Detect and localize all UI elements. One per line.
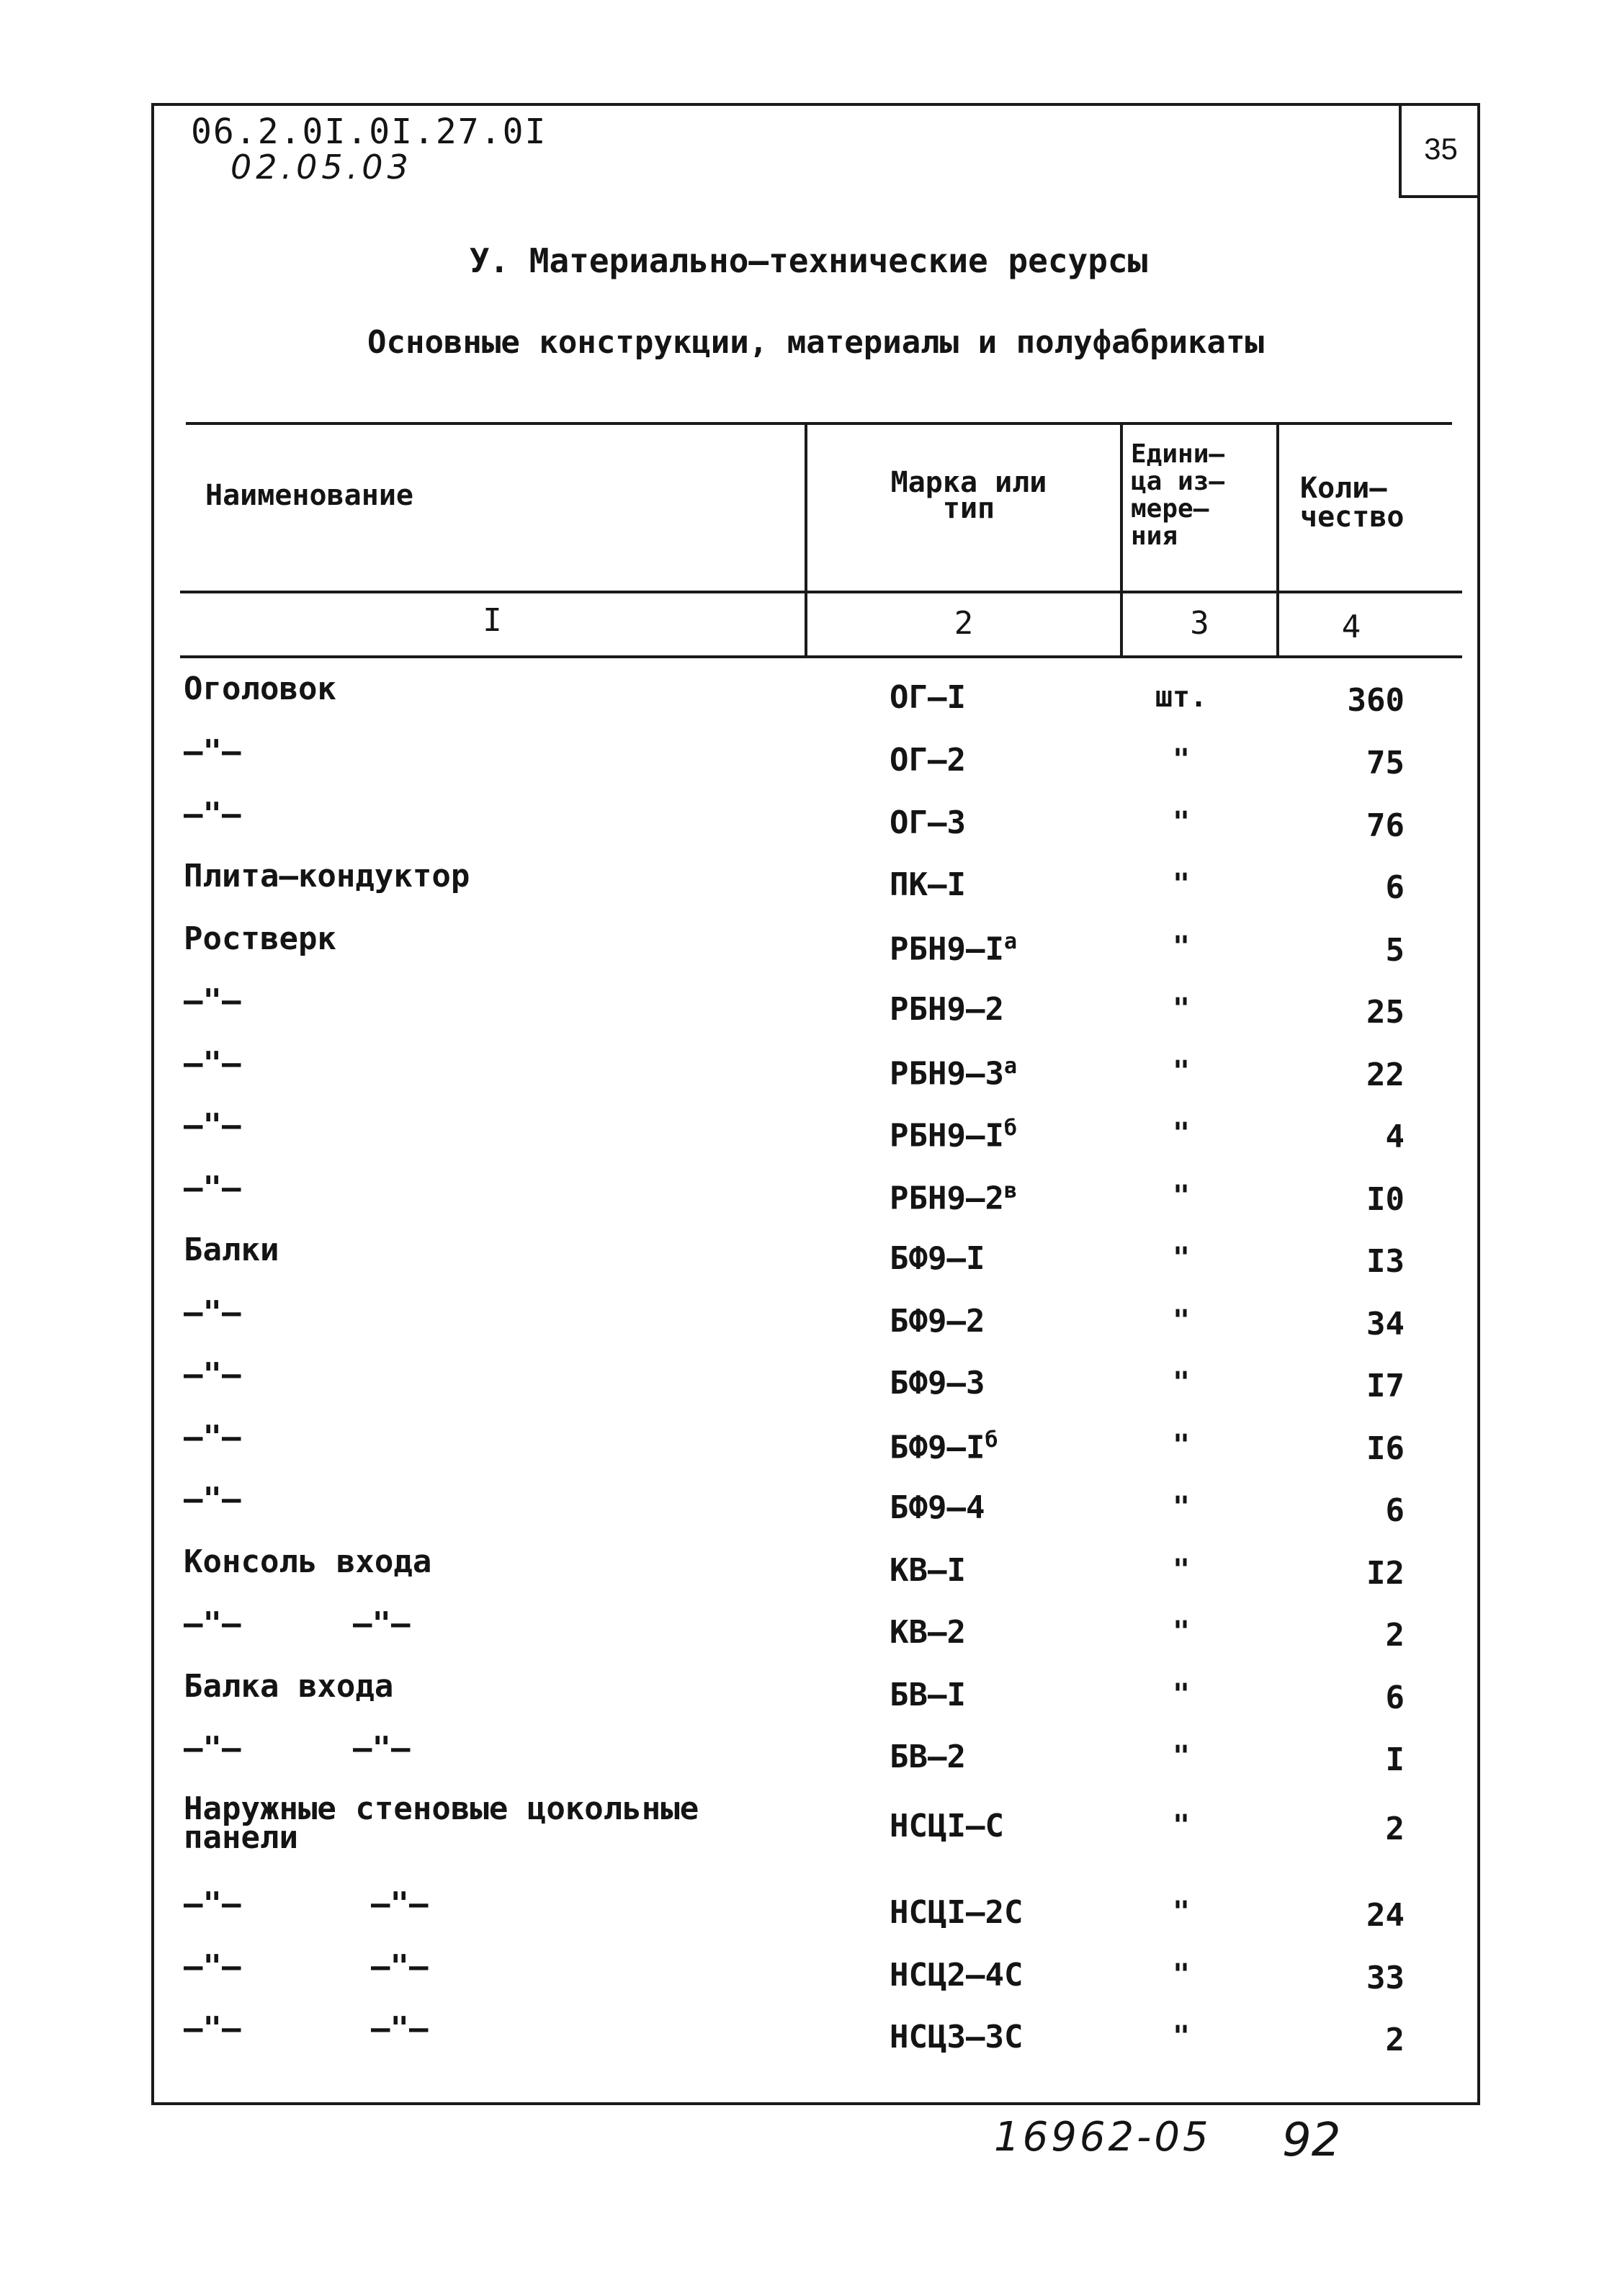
row-mark-text: КВ–2: [890, 1614, 966, 1651]
row-mark-text: БФ9–3: [890, 1365, 985, 1402]
row-mark: [890, 2019, 1023, 2055]
row-quantity: I: [1385, 1741, 1405, 1778]
row-mark-text: БВ–2: [890, 1739, 966, 1775]
row-quantity: I7: [1366, 1368, 1405, 1404]
col-header-mark-line: тип: [942, 492, 995, 525]
row-quantity: 22: [1366, 1057, 1405, 1093]
row-mark: [890, 804, 966, 841]
row-mark: [890, 1614, 966, 1651]
row-quantity: 4: [1385, 1118, 1405, 1155]
row-mark-text: КВ–I: [890, 1552, 966, 1589]
col-header-unit: [1131, 441, 1224, 550]
row-unit: ": [1172, 2020, 1191, 2053]
row-unit: ": [1172, 868, 1191, 901]
table-header-rule: [180, 591, 1462, 593]
row-mark-superscript: б: [1003, 1116, 1018, 1141]
row-quantity: 6: [1385, 1492, 1405, 1529]
row-name-cont: –"–: [371, 2010, 429, 2047]
row-quantity: 34: [1366, 1306, 1405, 1342]
row-mark-text: БФ9–2: [890, 1303, 985, 1340]
row-name: –"–: [184, 1045, 241, 1082]
row-mark: [890, 1894, 1023, 1931]
row-name: Оголовок: [184, 671, 336, 707]
row-quantity: 2: [1385, 1617, 1405, 1654]
row-mark-text: РБН9–I: [890, 1117, 1004, 1154]
col-header-unit-line: мере–: [1131, 494, 1209, 524]
row-mark-text: ОГ–3: [890, 804, 966, 841]
row-quantity: 33: [1366, 1960, 1405, 1996]
row-mark-text: ОГ–I: [890, 679, 966, 716]
section-subtitle: Основные конструкции, материалы и полуфабрикаты: [367, 324, 1265, 361]
row-mark: [890, 929, 1017, 968]
row-mark: [890, 1303, 985, 1340]
row-quantity: I0: [1366, 1181, 1405, 1218]
row-mark-text: РБН9–3: [890, 1055, 1004, 1093]
row-mark: [890, 1489, 985, 1526]
row-mark: [890, 1739, 966, 1775]
row-mark: [890, 1677, 966, 1713]
row-name: –"–: [184, 2010, 241, 2047]
col-header-mark-line: Марка или: [890, 466, 1047, 499]
row-name: Балка входа: [184, 1668, 394, 1705]
row-mark: [890, 1365, 985, 1402]
row-unit: ": [1172, 1055, 1191, 1088]
col-number-3: 3: [1190, 605, 1209, 642]
row-name: Плита–кондуктор: [184, 858, 470, 894]
row-unit: ": [1172, 1553, 1191, 1587]
row-unit: ": [1172, 1958, 1191, 1991]
row-mark-text: РБН9–2: [890, 991, 1004, 1028]
row-unit: ": [1172, 1740, 1191, 1773]
col-header-qty-line: чество: [1300, 501, 1405, 534]
row-unit: ": [1172, 930, 1191, 964]
page-number: 35: [1399, 103, 1480, 198]
row-mark-text: БФ9–4: [890, 1489, 985, 1526]
row-mark-text: НСЦ2–4С: [890, 1957, 1023, 1994]
row-mark-text: НСЦI–2С: [890, 1894, 1023, 1931]
row-unit: ": [1172, 1117, 1191, 1150]
col-header-mark: [821, 468, 1116, 523]
row-mark-text: БФ9–I: [890, 1429, 985, 1466]
col-header-unit-line: Едини–: [1131, 439, 1225, 469]
row-quantity: 24: [1366, 1897, 1405, 1934]
row-name: Консоль входа: [184, 1543, 432, 1580]
row-quantity: 76: [1366, 807, 1405, 844]
col-number-2: 2: [954, 605, 974, 642]
row-unit: ": [1172, 1678, 1191, 1711]
row-mark-text: БФ9–I: [890, 1240, 985, 1277]
row-unit: ": [1172, 1180, 1191, 1213]
row-quantity: 360: [1347, 682, 1405, 719]
row-unit: ": [1172, 743, 1191, 776]
col-header-unit-line: ца из–: [1131, 467, 1225, 496]
row-name: Наружные стеновые цокольные: [184, 1790, 699, 1827]
footer-handwritten-code: 16962-05: [994, 2114, 1211, 2161]
row-mark: [890, 1552, 966, 1589]
row-quantity: 25: [1366, 994, 1405, 1031]
row-unit: ": [1172, 1809, 1191, 1842]
row-quantity: I6: [1366, 1430, 1405, 1467]
footer-handwritten-page: 92: [1282, 2114, 1341, 2167]
section-title: У. Материально–технические ресурсы: [469, 241, 1148, 280]
row-mark-superscript: б: [985, 1427, 998, 1453]
col-header-name: Наименование: [205, 479, 413, 512]
row-mark: [890, 866, 966, 903]
col-header-qty-line: Коли–: [1300, 472, 1387, 505]
row-name-cont: –"–: [371, 1948, 429, 1985]
col-header-qty: [1300, 474, 1405, 532]
row-name-cont: –"–: [353, 1730, 411, 1767]
row-mark: [890, 679, 966, 716]
row-name: Ростверк: [184, 920, 336, 957]
row-name: –"–: [184, 796, 241, 833]
row-mark: [890, 1178, 1017, 1217]
row-name: –"–: [184, 1730, 241, 1767]
row-mark-text: НСЦI–С: [890, 1808, 1004, 1844]
row-mark-text: ПК–I: [890, 866, 966, 903]
row-unit: ": [1172, 1491, 1191, 1524]
row-name-cont: –"–: [371, 1885, 429, 1922]
col-number-1: I: [483, 602, 502, 639]
row-quantity: 6: [1385, 869, 1405, 906]
row-mark-text: БВ–I: [890, 1677, 966, 1713]
row-quantity: 6: [1385, 1680, 1405, 1716]
row-mark: [890, 742, 966, 779]
row-name: –"–: [184, 1605, 241, 1642]
row-name: –"–: [184, 1107, 241, 1144]
row-mark-text: НСЦ3–3С: [890, 2019, 1023, 2055]
row-unit: ": [1172, 806, 1191, 839]
row-name: –"–: [184, 1885, 241, 1922]
row-quantity: 75: [1366, 745, 1405, 781]
row-mark: [890, 1054, 1017, 1093]
row-mark-superscript: а: [1003, 1054, 1018, 1079]
row-unit: ": [1172, 1615, 1191, 1649]
row-unit: ": [1172, 992, 1191, 1026]
row-mark: [890, 1427, 998, 1466]
row-mark-text: РБН9–2: [890, 1180, 1004, 1217]
document-code: 06.2.0I.0I.27.0I: [191, 112, 547, 152]
row-unit: ": [1172, 1366, 1191, 1399]
row-quantity: I3: [1366, 1243, 1405, 1280]
col-header-unit-line: ния: [1131, 521, 1178, 551]
table-number-rule: [180, 655, 1462, 658]
row-quantity: I2: [1366, 1555, 1405, 1592]
row-mark-superscript: а: [1003, 929, 1018, 954]
row-name: –"–: [184, 1294, 241, 1331]
row-mark: [890, 1240, 985, 1277]
row-name: –"–: [184, 982, 241, 1019]
row-name: Балки: [184, 1232, 279, 1268]
row-mark: [890, 1808, 1004, 1844]
table-top-rule: [186, 422, 1452, 425]
row-quantity: 2: [1385, 1811, 1405, 1847]
handwritten-date: 02.05.03: [230, 148, 413, 187]
row-name-cont: –"–: [353, 1605, 411, 1642]
row-mark-text: ОГ–2: [890, 742, 966, 779]
row-name: –"–: [184, 1419, 241, 1456]
row-mark: [890, 1116, 1017, 1154]
row-name: –"–: [184, 733, 241, 770]
row-name: –"–: [184, 1948, 241, 1985]
row-mark-text: РБН9–I: [890, 930, 1004, 968]
row-name-cont: панели: [184, 1819, 298, 1856]
row-mark: [890, 1957, 1023, 1994]
row-unit: шт.: [1155, 681, 1208, 714]
row-mark-superscript: в: [1003, 1178, 1018, 1203]
row-unit: ": [1172, 1242, 1191, 1275]
row-unit: ": [1172, 1896, 1191, 1929]
row-quantity: 5: [1385, 932, 1405, 969]
row-unit: ": [1172, 1429, 1191, 1462]
col-number-4: 4: [1341, 609, 1361, 645]
row-quantity: 2: [1385, 2022, 1405, 2058]
row-name: –"–: [184, 1170, 241, 1206]
row-name: –"–: [184, 1481, 241, 1517]
row-name: –"–: [184, 1356, 241, 1393]
row-mark: [890, 991, 1004, 1028]
row-unit: ": [1172, 1304, 1191, 1337]
